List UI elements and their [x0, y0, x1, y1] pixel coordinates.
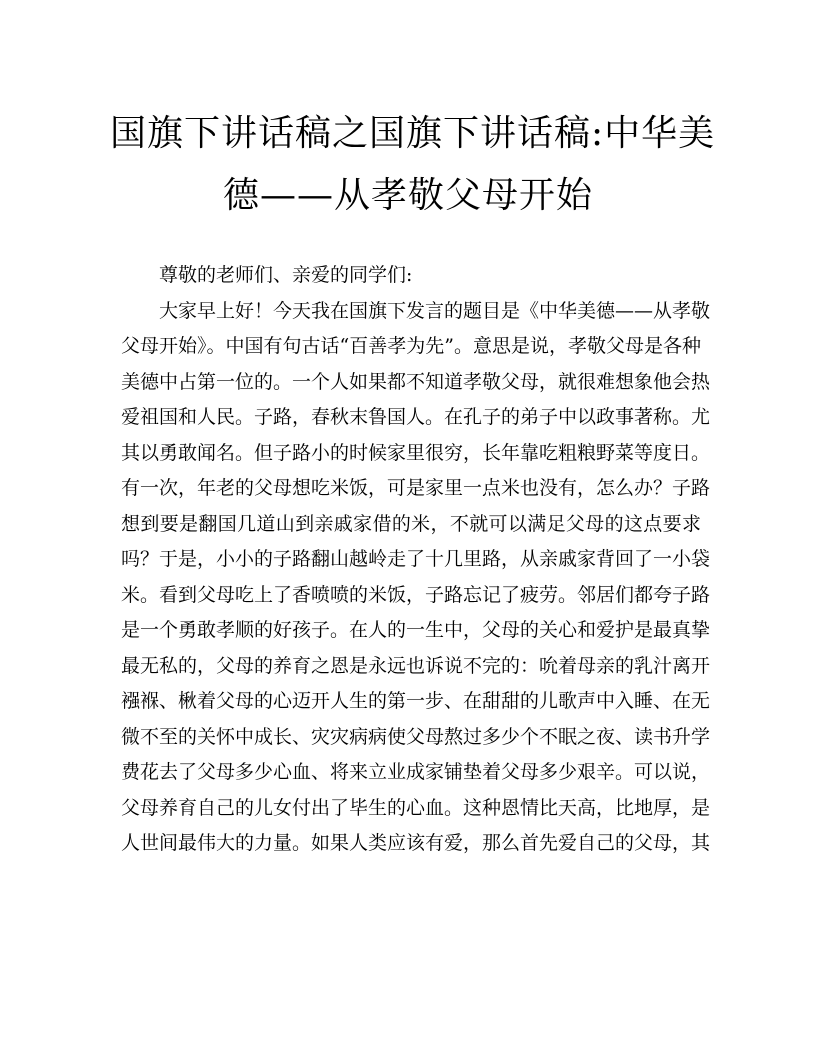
- title-line-1: 国旗下讲话稿之国旗下讲话稿:中华美: [110, 113, 716, 154]
- title-line-2: 德——从孝敬父母开始: [222, 175, 593, 216]
- paragraph-line: 吗？于是，小小的子路翻山越岭走了十几里路，从亲戚家背回了一小袋: [121, 548, 711, 570]
- paragraph-line: 想到要是翻国几道山到亲戚家借的米，不就可以满足父母的这点要求: [121, 512, 701, 535]
- paragraph-line: 米。看到父母吃上了香喷喷的米饭，子路忘记了疲劳。邻居们都夸子路: [121, 583, 711, 606]
- paragraph-line: 其以勇敢闻名。但子路小的时候家里很穷，长年靠吃粗粮野菜等度日。: [121, 441, 711, 464]
- salutation: 尊敬的老师们、亲爱的同学们:: [159, 264, 413, 286]
- paragraph-line: 美德中占第一位的。一个人如果都不知道孝敬父母，就很难想象他会热: [121, 370, 711, 393]
- document-title: [110, 103, 716, 227]
- document-body: [121, 258, 711, 862]
- paragraph-line: 是一个勇敢孝顺的好孩子。在人的一生中，父母的关心和爱护是最真挚: [121, 619, 711, 641]
- paragraph-line: 费花去了父母多少心血、将来立业成家铺垫着父母多少艰辛。可以说，: [121, 761, 711, 783]
- paragraph-line: 微不至的关怀中成长、灾灾病病使父母熬过多少个不眠之夜、读书升学: [121, 725, 711, 748]
- paragraph-line: 爱祖国和人民。子路，春秋末鲁国人。在孔子的弟子中以政事著称。尤: [121, 406, 711, 428]
- paragraph-line: 最无私的，父母的养育之恩是永远也诉说不完的：吮着母亲的乳汁离开: [121, 654, 711, 677]
- paragraph-line: 父母养育自己的儿女付出了毕生的心血。这种恩情比天高，比地厚，是: [121, 796, 711, 819]
- paragraph-line: 父母开始》。中国有句古话“百善孝为先”。意思是说，孝敬父母是各种: [121, 335, 701, 357]
- paragraph-line: 襁褓、楸着父母的心迈开人生的第一步、在甜甜的儿歌声中入睡、在无: [121, 690, 711, 712]
- paragraph-line: 人世间最伟大的力量。如果人类应该有爱，那么首先爱自己的父母，其: [121, 832, 711, 854]
- paragraph-line: 大家早上好！今天我在国旗下发言的题目是《中华美德——从孝敬: [159, 299, 711, 322]
- paragraph-line: 有一次，年老的父母想吃米饭，可是家里一点米也没有，怎么办？子路: [121, 477, 711, 499]
